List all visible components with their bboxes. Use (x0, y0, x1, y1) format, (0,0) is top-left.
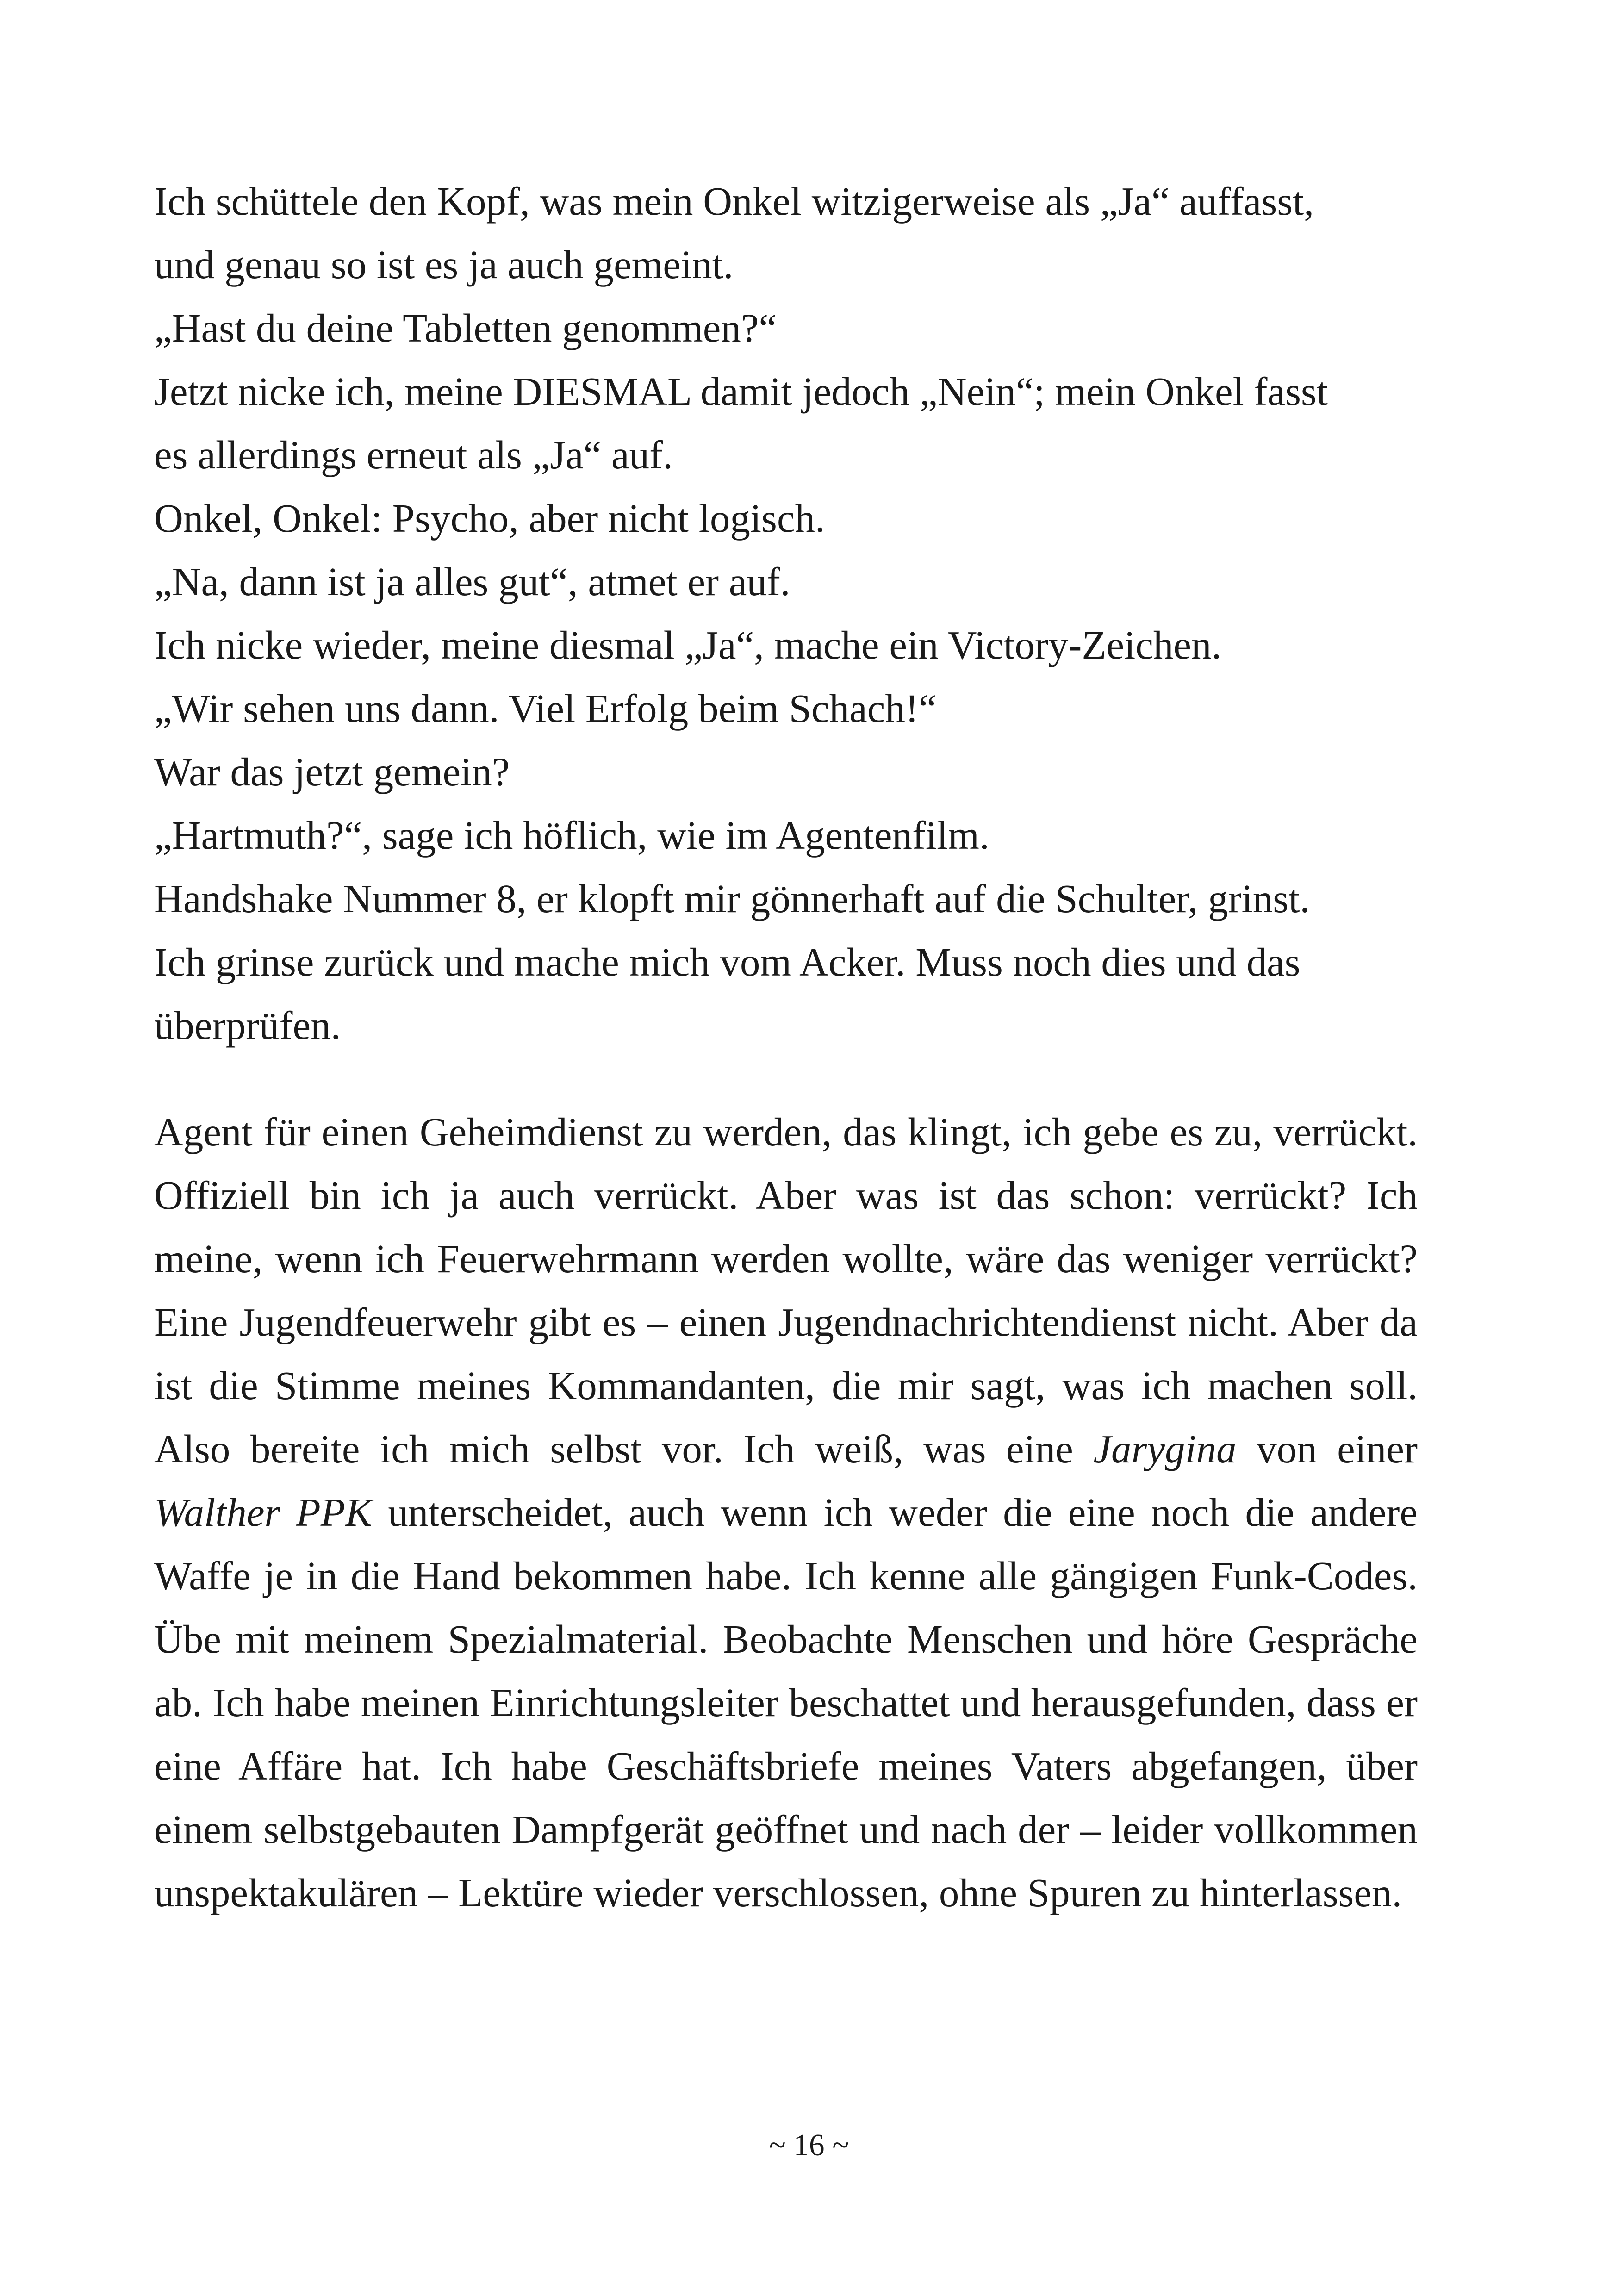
dialogue-section (154, 169, 1418, 1057)
text-line: Jetzt nicke ich, meine DIESMAL damit jedoch „Nein“; mein Onkel fasst (154, 369, 1328, 414)
text-line: „Wir sehen uns dann. Viel Erfolg beim Schach!“ (154, 686, 937, 731)
text-line: Ich nicke wieder, meine diesmal „Ja“, mache ein Victory-Zeichen. (154, 622, 1222, 667)
italic-weapon-name-1: Jarygina (1093, 1426, 1237, 1471)
text-line: Handshake Nummer 8, er klopft mir gönnerhaft auf die Schulter, grinst. (154, 876, 1310, 921)
text-line: „Na, dann ist ja alles gut“, atmet er auf. (154, 559, 790, 604)
text-line: Onkel, Onkel: Psycho, aber nicht logisch. (154, 496, 825, 541)
text-line: „Hast du deine Tabletten genommen?“ (154, 305, 777, 350)
page-number: ~ 16 ~ (769, 2128, 849, 2162)
text-line: es allerdings erneut als „Ja“ auf. (154, 432, 673, 477)
paragraph-text-2: von einer (1236, 1426, 1418, 1471)
text-line: Ich schüttele den Kopf, was mein Onkel witzigerweise als „Ja“ auffasst, (154, 179, 1314, 224)
text-line: War das jetzt gemein? (154, 749, 510, 794)
text-line: „Hartmuth?“, sage ich höflich, wie im Agentenfilm. (154, 813, 989, 858)
text-line: überprüfen. (154, 1003, 341, 1048)
paragraph-text-3: unterscheidet, auch wenn ich weder die eine noch die andere Waffe je in die Hand bekommen habe. Ich kenne alle gängigen Funk-Codes. Übe mit meinem Spezialmaterial. Beobachte Menschen und höre Gespräche ab. Ich habe meinen Einrichtungsleiter beschattet und herausgefunden, dass er eine Affäre hat. Ich habe Geschäftsbriefe meines Vaters abgefangen, über einem selbstgebauten Dampfgerät geöffnet und nach der – leider vollkommen unspektakulären – Lektüre wieder verschlossen, ohne Spuren zu hinterlassen. (154, 1490, 1418, 1915)
body-paragraph (154, 1100, 1418, 1924)
italic-weapon-name-2: Walther PPK (154, 1490, 372, 1535)
text-line: Ich grinse zurück und mache mich vom Acker. Muss noch dies und das (154, 940, 1301, 984)
agent-paragraph-section (154, 1100, 1418, 1924)
paragraph-text-1: Agent für einen Geheimdienst zu werden, das klingt, ich gebe es zu, verrückt. Offiziell bin ich ja auch verrückt. Aber was ist das schon: verrückt? Ich meine, wenn ich Feuerwehrmann werden wollte, wäre das weniger verrückt? Eine Jugendfeuerwehr gibt es – einen Jugendnachrichtendienst nicht. Aber da ist die Stimme meines Kommandanten, die mir sagt, was ich machen soll. Also bereite ich mich selbst vor. Ich weiß, was eine (154, 1109, 1418, 1471)
text-line: und genau so ist es ja auch gemeint. (154, 242, 734, 287)
